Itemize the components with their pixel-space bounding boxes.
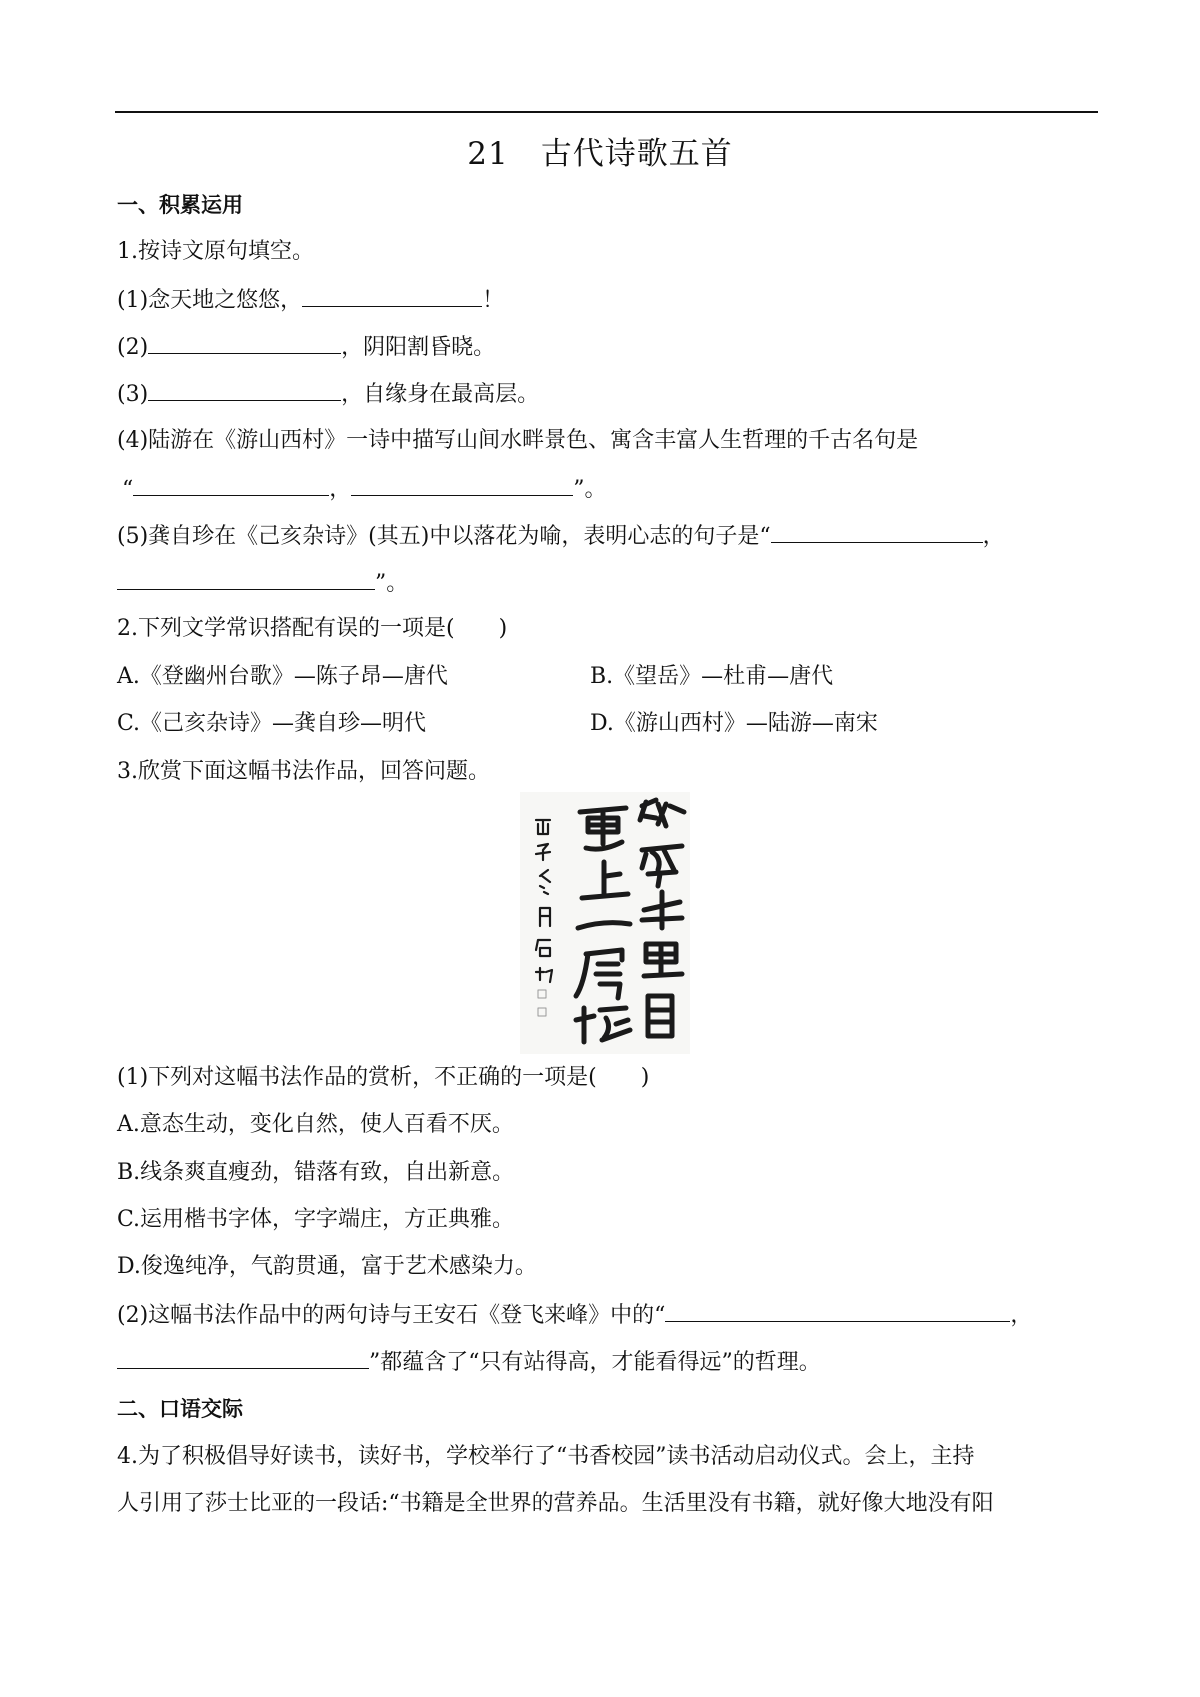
page-title: 21 古代诗歌五首 [467,136,733,172]
q3-option-a[interactable]: A.意态生动，变化自然，使人百看不厌。 [117,1112,514,1137]
answer-blank[interactable] [117,567,375,590]
q1-item-2-text: ，阴阳割昏晓。 [341,335,496,360]
q3-option-d[interactable]: D.俊逸纯净，气韵贯通，富于艺术感染力。 [117,1254,537,1279]
section-heading-2: 二、口语交际 [117,1397,243,1421]
q2-option-b[interactable]: B.《望岳》—杜甫—唐代 [590,664,834,689]
q1-item-5-text: (5)龚自珍在《己亥杂诗》(其五)中以落花为喻，表明心志的句子是“ [117,524,771,549]
open-quote: “ [122,477,134,502]
q2-option-c[interactable]: C.《己亥杂诗》—龚自珍—明代 [117,711,427,736]
q1-item-4: (4)陆游在《游山西村》一诗中描写山间水畔景色、寓含丰富人生哲理的千古名句是 [117,428,919,453]
q4-line-2: 人引用了莎士比亚的一段话:“书籍是全世界的营养品。生活里没有书籍，就好像大地没有阳 [117,1491,994,1516]
q1-item-3-text: ，自缘身在最高层。 [341,382,540,407]
q1-item-3 [117,378,539,410]
q1-item-2 [117,331,495,363]
q2-stem: 2.下列文学常识搭配有误的一项是( ) [117,616,508,641]
answer-blank[interactable] [771,520,983,543]
answer-blank[interactable] [351,473,573,496]
answer-blank[interactable] [665,1299,1010,1322]
close-quote: ”。 [573,477,607,502]
q4-line-1: 4.为了积极倡导好读书，读好书，学校举行了“书香校园”读书活动启动仪式。会上，主持 [117,1444,975,1469]
section-heading-1: 一、积累运用 [117,193,243,217]
q3-sub1-stem: (1)下列对这幅书法作品的赏析，不正确的一项是( ) [117,1065,650,1090]
answer-blank[interactable] [148,331,341,354]
q2-option-a[interactable]: A.《登幽州台歌》—陈子昂—唐代 [117,664,448,689]
comma: ， [329,477,352,502]
q1-item-1-end: ！ [482,288,505,313]
close-quote: ”。 [375,571,409,596]
q3-stem: 3.欣赏下面这幅书法作品，回答问题。 [117,759,490,784]
comma: ， [982,524,1005,549]
q1-stem: 1.按诗文原句填空。 [117,239,314,264]
answer-blank[interactable] [148,378,341,401]
q1-item-4-answer [122,473,607,505]
calligraphy-image [520,792,690,1054]
q3-sub2-text: (2)这幅书法作品中的两句诗与王安石《登飞来峰》中的“ [117,1303,666,1328]
q1-item-3-num: (3) [117,382,149,407]
q3-sub2-text-2: ”都蕴含了“只有站得高，才能看得远”的哲理。 [369,1350,821,1375]
q3-sub2-cont [117,1346,821,1378]
header-rule [115,111,1098,113]
q3-option-b[interactable]: B.线条爽直瘦劲，错落有致，自出新意。 [117,1160,515,1185]
q1-item-2-num: (2) [117,335,149,360]
comma: ， [1010,1303,1033,1328]
q1-item-1-text: (1)念天地之悠悠， [117,288,303,313]
answer-blank[interactable] [133,473,329,496]
answer-blank[interactable] [117,1346,369,1369]
q2-option-d[interactable]: D.《游山西村》—陆游—南宋 [590,711,878,736]
q1-item-5 [117,520,1005,552]
q3-sub2 [117,1299,1032,1331]
q1-item-5-cont [117,567,408,599]
q1-item-1 [117,284,504,316]
q3-option-c[interactable]: C.运用楷书字体，字字端庄，方正典雅。 [117,1207,515,1232]
answer-blank[interactable] [302,284,482,307]
